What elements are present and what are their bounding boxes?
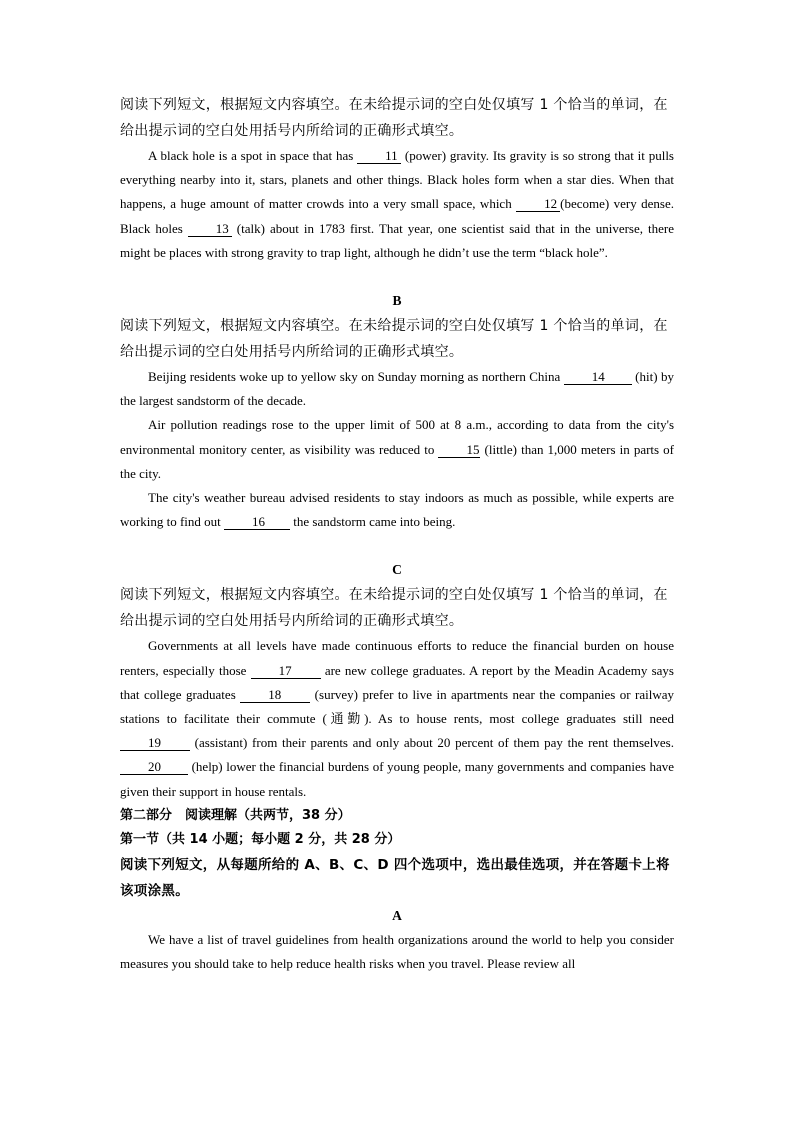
text-segment: the sandstorm came into being. bbox=[290, 514, 456, 530]
text-segment: (survey) prefer to live in apartments near the companies or railway stations to facilitate their commute (通勤). As to house rents, most college graduates still need bbox=[120, 686, 675, 727]
passage-b-para-1 bbox=[120, 365, 674, 413]
passage-c bbox=[120, 634, 674, 803]
heading-reading-a: A bbox=[392, 907, 402, 923]
part-2-title: 第二部分 阅读理解（共两节，38 分） bbox=[120, 807, 351, 823]
text-segment: The city's weather bureau advised residents to stay indoors as much as possible, while experts are working to find out bbox=[120, 490, 674, 530]
passage-a bbox=[120, 144, 674, 265]
text-segment: Beijing residents woke up to yellow sky on Sunday morning as northern China bbox=[148, 369, 564, 385]
section-1-title: 第一节（共 14 小题；每小题 2 分，共 28 分） bbox=[120, 831, 401, 847]
text-segment: (become) very dense. Black holes bbox=[120, 196, 675, 236]
document-page bbox=[120, 92, 674, 976]
blank-13[interactable]: 13 bbox=[188, 221, 232, 237]
instruction-c: 阅读下列短文，根据短文内容填空。在未给提示词的空白处仅填写 1 个恰当的单词，在给出提示词的空白处用括号内所给词的正确形式填空。 bbox=[120, 587, 668, 630]
blank-16[interactable]: 16 bbox=[224, 514, 290, 530]
text-segment: are new college graduates. A report by the Meadin Academy says that college graduates bbox=[120, 662, 674, 702]
blank-20[interactable]: 20 bbox=[120, 759, 188, 775]
heading-b: B bbox=[392, 293, 402, 309]
reading-passage-a: We have a list of travel guidelines from health organizations around the world to help you consider measures you should take to help reduce health risks when you travel. Please review all bbox=[120, 931, 674, 972]
blank-12[interactable]: 12 bbox=[516, 196, 560, 212]
text-segment: (talk) about in 1783 first. That year, one scientist said that in the universe, there might be places with strong gravity to trap light, although he didn’t use the term “black hole”. bbox=[120, 220, 674, 260]
passage-b-para-2 bbox=[120, 413, 674, 486]
blank-19[interactable]: 19 bbox=[120, 735, 190, 751]
blank-14[interactable]: 14 bbox=[564, 369, 632, 385]
passage-b-para-3 bbox=[120, 486, 674, 534]
text-segment: (help) lower the financial burdens of young people, many governments and companies have given their support in house rentals. bbox=[120, 759, 674, 799]
instruction-a: 阅读下列短文，根据短文内容填空。在未给提示词的空白处仅填写 1 个恰当的单词，在给出提示词的空白处用括号内所给词的正确形式填空。 bbox=[120, 97, 668, 139]
blank-15[interactable]: 15 bbox=[438, 442, 480, 458]
blank-11[interactable]: 11 bbox=[357, 148, 401, 164]
blank-17[interactable]: 17 bbox=[251, 663, 321, 679]
text-segment: (power) gravity. Its gravity is so strong that it pulls everything nearby into it, stars, planets and other things. Black holes form when a star dies. When that happens, a huge amount of matter crowds into a very small space, which bbox=[120, 148, 674, 212]
text-segment: Air pollution readings rose to the upper limit of 500 at 8 a.m., according to data from the city's environmental monitory center, as visibility was reduced to bbox=[120, 417, 674, 457]
instruction-b: 阅读下列短文，根据短文内容填空。在未给提示词的空白处仅填写 1 个恰当的单词，在给出提示词的空白处用括号内所给词的正确形式填空。 bbox=[120, 318, 668, 361]
text-segment: (hit) by the largest sandstorm of the decade. bbox=[120, 369, 674, 409]
text-segment: A black hole is a spot in space that has bbox=[148, 148, 358, 163]
text-segment: Governments at all levels have made continuous efforts to reduce the financial burden on house renters, especially those bbox=[120, 638, 674, 678]
heading-c: C bbox=[392, 562, 402, 578]
text-segment: (assistant) from their parents and only about 20 percent of them pay the rent themselves. bbox=[190, 735, 674, 751]
text-segment: (little) than 1,000 meters in parts of the city. bbox=[120, 441, 675, 481]
reading-instruction: 阅读下列短文，从每题所给的 A、B、C、D 四个选项中，选出最佳选项，并在答题卡上将该项涂黑。 bbox=[120, 856, 670, 899]
blank-18[interactable]: 18 bbox=[240, 687, 310, 703]
